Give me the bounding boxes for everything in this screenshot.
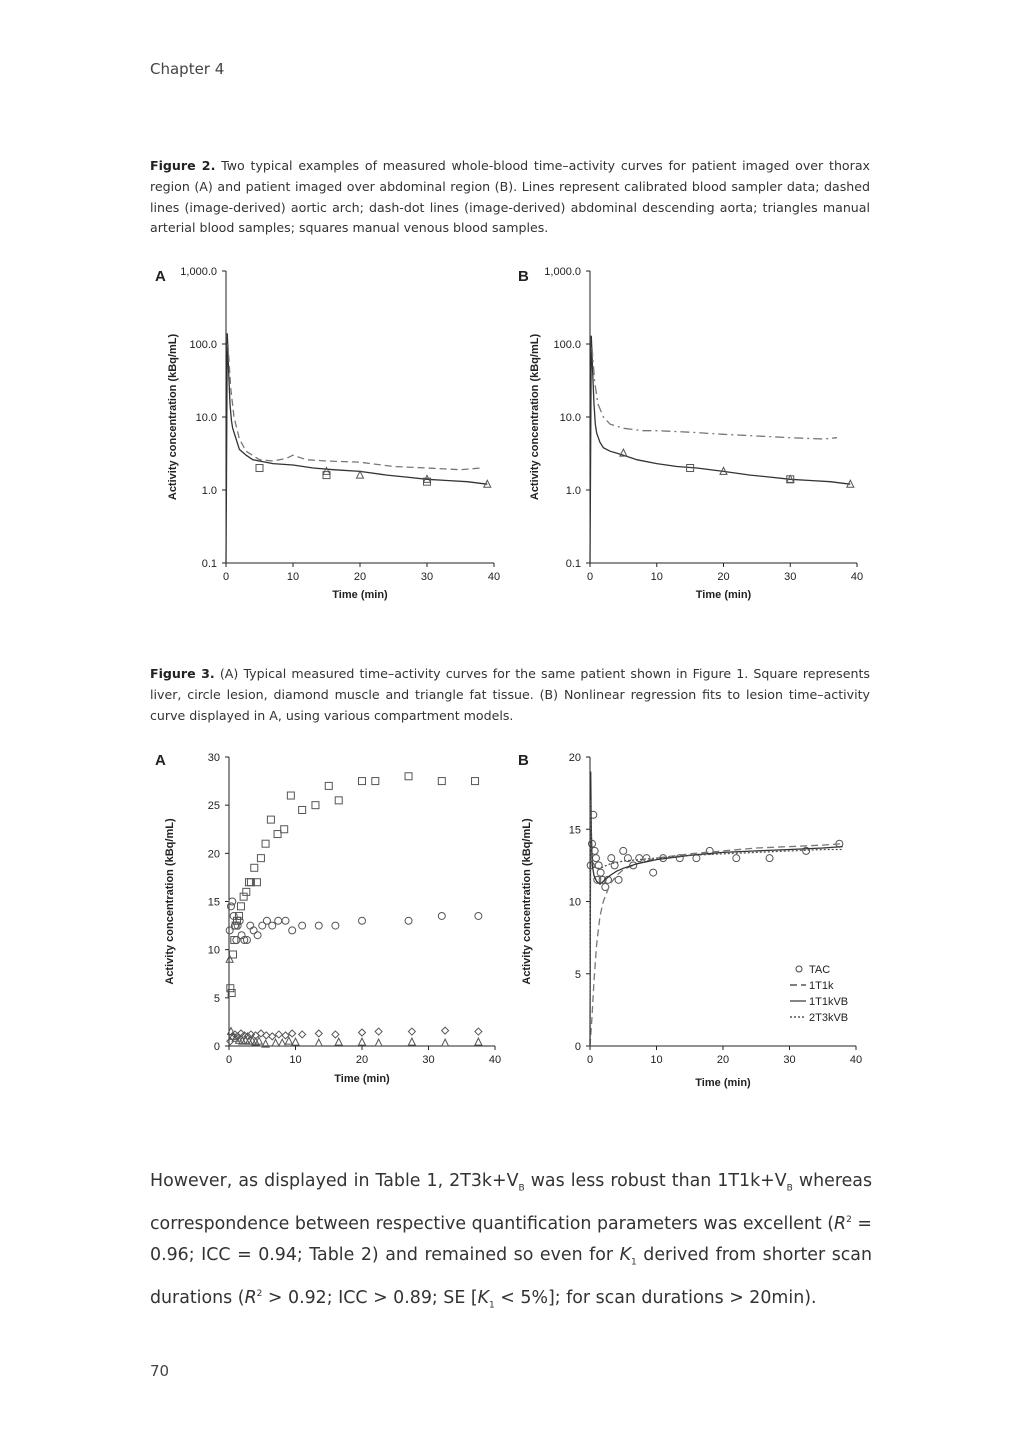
x-tick-label: 30 xyxy=(783,1054,796,1066)
body-text-1: However, as displayed in Table 1, 2T3k+V xyxy=(150,1171,519,1191)
y-tick-label: 0.1 xyxy=(565,558,581,570)
series-line-1t1k xyxy=(590,844,843,1046)
data-point-muscle xyxy=(359,1029,366,1036)
legend-label-tac: TAC xyxy=(809,964,831,976)
body-paragraph xyxy=(150,1166,872,1322)
x-axis-label: Time (min) xyxy=(695,1077,751,1089)
figure-3-panel-b xyxy=(518,752,862,1089)
panel-label: B xyxy=(518,268,529,285)
series-line-aortic-arch-image-derived xyxy=(228,344,481,470)
x-axis-label: Time (min) xyxy=(695,589,752,601)
y-tick-label: 30 xyxy=(207,752,220,764)
legend-label-1t1k: 1T1k xyxy=(809,980,834,992)
y-tick-label: 1.0 xyxy=(565,485,581,497)
y-tick-label: 20 xyxy=(207,848,220,861)
x-tick-label: 10 xyxy=(286,571,300,583)
data-point-fat xyxy=(279,1039,286,1046)
y-tick-label: 0.1 xyxy=(201,558,217,570)
y-tick-label: 100.0 xyxy=(189,339,217,351)
data-point-liver xyxy=(287,792,294,799)
data-point-muscle xyxy=(315,1030,322,1037)
page-number: 70 xyxy=(150,1362,170,1380)
data-point-liver xyxy=(267,816,274,823)
y-tick-label: 5 xyxy=(213,992,220,1005)
subscript-1-2: 1 xyxy=(489,1300,495,1311)
x-tick-label: 10 xyxy=(650,571,663,583)
y-tick-label: 10.0 xyxy=(559,412,581,424)
data-point-fat xyxy=(442,1039,449,1046)
data-point-liver xyxy=(359,778,366,785)
data-point-fat xyxy=(475,1038,482,1045)
figure-2-panel-a xyxy=(155,266,500,601)
data-point-lesion xyxy=(289,927,296,934)
data-point-lesion xyxy=(359,917,366,924)
x-tick-label: 30 xyxy=(784,571,797,583)
figure-3-caption-text: (A) Typical measured time–activity curves for the same patient shown in Figure 1. Square represents liver, circle lesion, diamond muscle and triangle fat tissue. (B) Nonlinear regression fits to lesion time–activity curve displayed in A, using various compartment models. xyxy=(150,666,870,723)
data-point-liver xyxy=(251,864,258,871)
data-point-liver xyxy=(240,893,247,900)
series-line-abdominal-descending-aorta-image-derived xyxy=(592,347,837,439)
superscript-2-2: 2 xyxy=(256,1289,263,1300)
data-point-fat xyxy=(335,1038,342,1045)
data-point-liver xyxy=(312,802,319,809)
data-point-lesion xyxy=(475,912,482,919)
data-point-lesion xyxy=(254,932,261,939)
y-tick-label: 15 xyxy=(207,896,220,909)
data-point-muscle xyxy=(289,1030,296,1037)
y-tick-label: 20 xyxy=(568,752,581,764)
chapter-heading: Chapter 4 xyxy=(150,60,225,78)
data-point-liver xyxy=(281,826,288,833)
data-point-liver xyxy=(372,778,379,785)
data-point-liver xyxy=(299,806,306,813)
data-point-lesion xyxy=(247,922,254,929)
data-point-tac xyxy=(733,855,740,862)
data-point-muscle xyxy=(375,1028,382,1035)
data-point-fat xyxy=(315,1039,322,1046)
data-point-lesion xyxy=(405,917,412,924)
data-point-muscle xyxy=(442,1027,449,1034)
data-point-fat xyxy=(359,1038,366,1045)
data-point-liver xyxy=(438,778,445,785)
data-point-lesion xyxy=(282,917,289,924)
data-point-lesion xyxy=(269,922,276,929)
data-point-tac xyxy=(608,855,615,862)
data-point-liver xyxy=(262,840,269,847)
y-axis-label: Activity concentration (kBq/mL) xyxy=(164,818,176,985)
x-tick-label: 20 xyxy=(717,571,730,583)
x-tick-label: 20 xyxy=(355,1054,369,1066)
legend-symbol-tac xyxy=(796,966,802,972)
figure-2-label: Figure 2. xyxy=(150,158,216,173)
x-tick-label: 0 xyxy=(222,571,230,583)
data-point-muscle xyxy=(269,1033,276,1040)
data-point-tac xyxy=(636,855,643,862)
x-axis-label: Time (min) xyxy=(332,589,388,601)
k-symbol-2: K xyxy=(477,1288,490,1309)
body-text-3: whereas correspondence between respective quantification parameters was excellent ( xyxy=(150,1171,872,1234)
data-point-tac xyxy=(615,876,622,883)
y-tick-label: 1,000.0 xyxy=(544,266,581,278)
data-point-liver xyxy=(237,903,244,910)
data-point-fat xyxy=(375,1039,382,1046)
r-symbol-1: R xyxy=(834,1213,847,1234)
figure-3-caption xyxy=(150,664,870,726)
superscript-2-1: 2 xyxy=(846,1214,852,1225)
data-point-muscle xyxy=(332,1031,339,1038)
k-symbol-1: K xyxy=(619,1245,632,1266)
data-point-muscle xyxy=(299,1031,306,1038)
x-tick-label: 0 xyxy=(586,1054,594,1066)
body-text-6: > 0.92; ICC > 0.89; SE [ xyxy=(262,1288,478,1309)
data-point-liver xyxy=(257,855,264,862)
y-tick-label: 100.0 xyxy=(553,339,581,351)
data-point-liver xyxy=(274,831,281,838)
series-line-1t1kvb xyxy=(590,772,843,1047)
x-tick-label: 40 xyxy=(488,1054,502,1066)
figure-3-panel-a xyxy=(155,752,501,1085)
data-point-liver xyxy=(405,773,412,780)
body-text-2: was less robust than 1T1k+V xyxy=(524,1171,787,1191)
data-point-tac xyxy=(592,855,599,862)
legend-label-2t3kvb: 2T3kVB xyxy=(809,1012,849,1024)
data-point-tac xyxy=(597,869,604,876)
x-tick-label: 10 xyxy=(650,1054,663,1066)
data-point-tac xyxy=(766,855,773,862)
subscript-1-1: 1 xyxy=(631,1257,637,1268)
x-tick-label: 10 xyxy=(289,1054,302,1066)
y-tick-label: 1,000.0 xyxy=(180,266,217,278)
data-point-fat xyxy=(272,1039,279,1046)
panel-label: B xyxy=(518,752,529,769)
panel-label: A xyxy=(155,268,166,285)
data-point-lesion xyxy=(315,922,322,929)
legend-label-1t1kvb: 1T1kVB xyxy=(809,996,849,1008)
data-point-muscle xyxy=(475,1028,482,1035)
data-point-liver xyxy=(243,888,250,895)
series-line-2t3kvb xyxy=(590,800,843,1046)
y-tick-label: 10 xyxy=(568,896,581,909)
y-tick-label: 5 xyxy=(574,968,581,981)
y-tick-label: 10.0 xyxy=(195,412,217,424)
y-axis-label: Activity concentration (kBq/mL) xyxy=(167,333,179,501)
x-tick-label: 20 xyxy=(716,1054,730,1066)
subscript-b-2: B xyxy=(786,1183,793,1194)
y-axis-label: Activity concentration (kBq/mL) xyxy=(529,333,541,501)
y-tick-label: 25 xyxy=(207,800,220,813)
body-text-4: = 0.96; ICC = 0.94; Table 2) and remained so even for xyxy=(150,1213,872,1266)
series-line-blood-sampler xyxy=(590,336,850,563)
r-symbol-2: R xyxy=(244,1288,257,1309)
y-tick-label: 10 xyxy=(207,944,220,957)
data-point-liver xyxy=(245,879,252,886)
panel-label: A xyxy=(155,752,166,769)
data-point-fat xyxy=(408,1038,415,1045)
y-axis-label: Activity concentration (kBq/mL) xyxy=(521,818,533,985)
data-point-lesion xyxy=(299,922,306,929)
data-point-fat xyxy=(292,1038,299,1045)
x-axis-label: Time (min) xyxy=(334,1073,390,1085)
y-tick-label: 0 xyxy=(213,1041,220,1053)
x-tick-label: 20 xyxy=(353,571,367,583)
x-tick-label: 40 xyxy=(849,1054,863,1066)
venous-sample-square xyxy=(256,465,263,472)
data-point-muscle xyxy=(408,1028,415,1035)
body-text-7: < 5%]; for scan durations > 20min). xyxy=(494,1288,817,1309)
x-tick-label: 40 xyxy=(850,571,864,583)
x-tick-label: 40 xyxy=(487,571,501,583)
data-point-lesion xyxy=(275,917,282,924)
data-point-muscle xyxy=(275,1031,282,1038)
figure-2-caption-text: Two typical examples of measured whole-blood time–activity curves for patient imaged over thorax region (A) and patient imaged over abdominal region (B). Lines represent calibrated blood sampler data; dashed lines (image-derived) aortic arch; dash-dot lines (image-derived) abdominal descending aorta; triangles manual arterial blood samples; squares manual venous blood samples. xyxy=(150,158,870,236)
data-point-lesion xyxy=(438,912,445,919)
y-tick-label: 0 xyxy=(574,1041,581,1053)
figure-3-label: Figure 3. xyxy=(150,666,215,681)
data-point-lesion xyxy=(250,927,257,934)
data-point-liver xyxy=(472,778,479,785)
data-point-tac xyxy=(620,847,627,854)
body-text-5: derived from shorter scan durations ( xyxy=(150,1245,872,1309)
data-point-liver xyxy=(325,782,332,789)
data-point-tac xyxy=(693,855,700,862)
data-point-fat xyxy=(226,955,233,962)
series-line-blood-sampler xyxy=(226,333,487,563)
x-tick-label: 0 xyxy=(586,571,594,583)
data-point-lesion xyxy=(229,898,236,905)
x-tick-label: 30 xyxy=(420,571,434,583)
data-point-liver xyxy=(335,797,342,804)
x-tick-label: 0 xyxy=(225,1054,233,1066)
data-point-tac xyxy=(650,869,657,876)
y-tick-label: 15 xyxy=(568,824,581,837)
x-tick-label: 30 xyxy=(422,1054,435,1066)
y-tick-label: 1.0 xyxy=(201,485,217,497)
subscript-b-1: B xyxy=(518,1183,525,1194)
data-point-lesion xyxy=(332,922,339,929)
figure-2-panel-b xyxy=(518,266,863,601)
